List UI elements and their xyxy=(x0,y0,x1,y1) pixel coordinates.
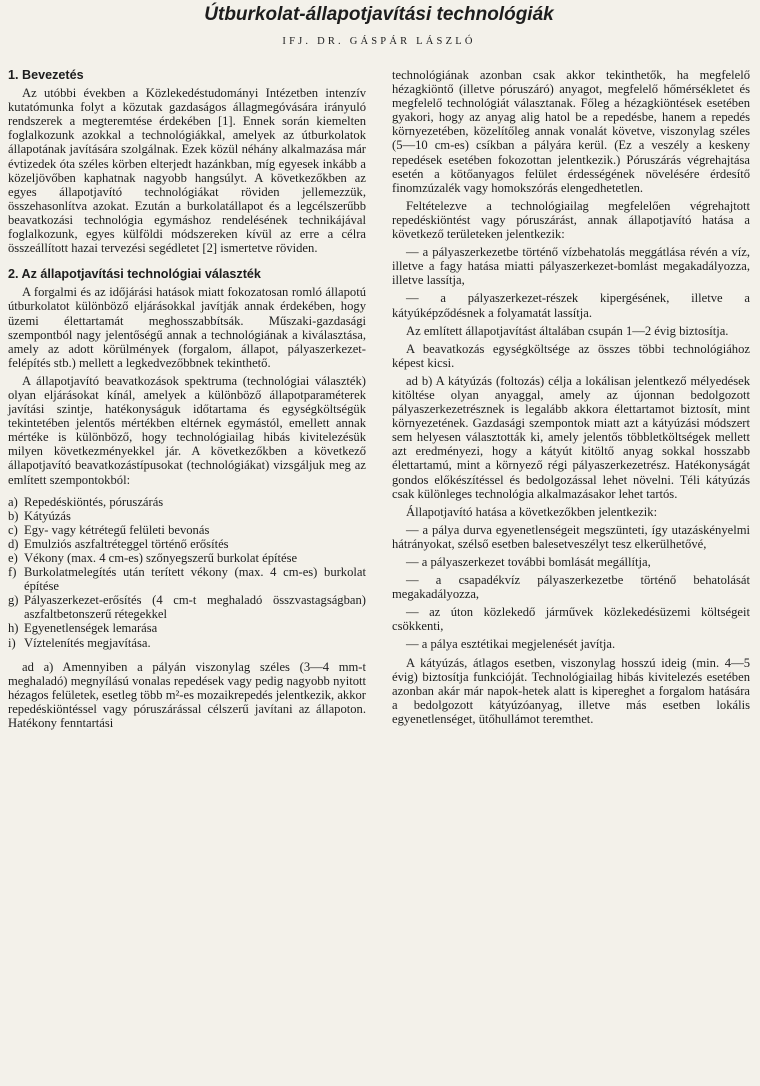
paragraph: A kátyúzás, átlagos esetben, viszonylag hosszú ideig (min. 4—5 évig) biztosítja funkcióját. Technológiailag hibás kivitelezés esetében azonban akár már napok-hetek alatt is kipereghet a forgalom hatására a bedolgozott kátyúzóanyag, illetve más esetben lokális egyenetlenséget, ütőhullámot teremthet. xyxy=(392,655,750,726)
section-heading-1: 1. Bevezetés xyxy=(8,68,84,82)
dash-item: — a pálya durva egyenetlenségeit megszünteti, így utazáskényelmi hátrányokat, szélső esetben balesetveszélyt tesz elkerülhetővé, xyxy=(392,522,750,551)
list-item xyxy=(8,636,366,650)
list-item xyxy=(8,621,366,635)
list-item xyxy=(8,537,366,551)
list-item-letter: c) xyxy=(8,522,18,537)
list-item xyxy=(8,509,366,523)
list-item-text: Vékony (max. 4 cm-es) szőnyegszerű burkolat építése xyxy=(24,551,298,565)
paragraph: A állapotjavító beavatkozások spektruma (technológiai választék) olyan eljárásokat kínál, amelyek a különböző állapotparaméterek javítási szintje, hatékonyságuk időtartama és egységköltségük tekintetében jelentős mértékben eltérnek egymástól, emellett annak mértéke is különböző, hogy technológiailag hibás kivitelezésük milyen következményekkel jár. A következőkben a következő állapotjavító beavatkozástípusokat (technológiákat) vizsgáljuk meg az említett szempontokból: xyxy=(8,373,366,487)
paragraph: ad a) Amennyiben a pályán viszonylag széles (3—4 mm-t meghaladó) megnyílású vonalas repedések vagy pedig nagyobb nyitott hézagos felületek, esetleg több m²-es mozaikrepedés jelentkezik, akkor repedéskiöntéssel vagy póruszárással célszerű javítani az állapoton. Hatékony fenntartási xyxy=(8,659,367,731)
paragraph: A forgalmi és az időjárási hatások miatt fokozatosan romló állapotú útburkolatot különböző eljárásokkal javítják annak érdekében, hogy üzemi élettartamát meghosszabbítsák. Műszaki-gazdasági szempontból nagy jelentőségű annak a technológiának a kiválasztása, amely az adott körülmények (forgalom, állapot, pályaszerkezet-felépítés stb.) mellett a legkedvezőbbnek tekinthető. xyxy=(8,285,366,370)
list-item xyxy=(8,565,366,593)
list-item xyxy=(8,551,366,565)
list-item xyxy=(8,523,366,537)
list-item-letter: h) xyxy=(8,621,19,636)
dash-item: — a pályaszerkezetbe történő vízbehatolás meggátlása révén a víz, illetve a fagy hatása miatti pályaszerkezet-bomlást megakadályozza, illetve lassítja, xyxy=(392,245,750,288)
list-item-text: Emulziós aszfaltréteggel történő erősítés xyxy=(24,536,229,551)
list-item-text: Egy- vagy kétrétegű felületi bevonás xyxy=(24,522,210,537)
section-heading-2: 2. Az állapotjavítási technológiai választék xyxy=(8,267,261,282)
paragraph: Az utóbbi években a Közlekedéstudományi Intézetben intenzív kutatómunka folyt a közutak gazdaságos állagmegóvására irányuló rendszerek a megteremtése érdekében [1]. Ennek során kiemelten foglalkozunk azokkal a technológiákkal, amelyek az útburkolatok állapotának javítására szolgálnak. Ezek közül néhány alkalmazása már évtizedek óta széles körben elterjedt hazánkban, míg egyesek inkább a közeljövőben kaphatnak nagyobb hangsúlyt. A következőkben az egyes állapotjavító technológiákat röviden jellemezzük, összehasonlítva azokat. Ezután a burkolatállapot és a legcélszerűbb beavatkozási technológia egymáshoz rendelésének technikájával foglalkozunk, egyes külföldi módszereken kívül az erre a célra összeállított hazai tervezési segédletet [2] ismertetve röviden. xyxy=(8,86,366,256)
list-item-letter: g) xyxy=(8,593,19,608)
list-item-text: Kátyúzás xyxy=(24,508,71,523)
technology-list xyxy=(8,495,366,650)
list-item xyxy=(8,593,366,621)
paragraph: technológiának azonban csak akkor tekinthetők, ha megfelelő hézagkiöntő (illetve póruszáró) anyagot, megfelelő hőmérsékletet és megfelelő technológiát választanak. Főleg a hézagkiöntések esetében gyakori, hogy az anyag alig hatol be a repedésbe, hanem a repedés környezetében, közelítőleg annak vonalát követve, viszonylag széles (5—10 cm-es) csíkban a pályára kerül. (Ez a veszély a keskeny repedések esetében fokozottan jelentkezik.) Póruszárás végrehajtása esetén a kötőanyagos felület érdességének növelésére érdesítő finomzúzalék vagy homokszórás elengedhetetlen. xyxy=(392,68,750,195)
list-item-letter: a) xyxy=(8,494,18,509)
dash-item: — a pályaszerkezet további bomlását megállítja, xyxy=(406,555,651,569)
paragraph: ad b) A kátyúzás (foltozás) célja a lokálisan jelentkező mélyedések kitöltése olyan anyaggal, amely az újonnan bedolgozott pályaszerkezetrésznek is legalább akkora élettartamot biztosít, mint környezetének. Gazdasági szempontok miatt azt a kátyúzási módszert sem helyesen választották ki, amely jelentős többletköltségek mellett azt eredményezi, hogy a kátyút kitöltő anyag sokkal hosszabb élettartamú, mint a környező régi pályaszerkezetrész. Hatékonyságát gondos előkészítéssel és bedolgozással lehet növelni. Téli kátyúzás csak különleges technológia alkalmazásakor lehet tartós. xyxy=(392,373,750,501)
article-title: Útburkolat-állapotjavítási technológiák xyxy=(204,4,554,25)
paragraph: Feltételezve a technológiailag megfelelően végrehajtott repedéskiöntést vagy póruszárást, annak állapotjavító hatása a következő területeken jelentkezik: xyxy=(392,198,750,242)
dash-item: — a pályaszerkezet-részek kipergésének, illetve a kátyúképződésnek a folyamatát lassítja. xyxy=(392,291,750,320)
dash-item: — a pálya esztétikai megjelenését javítja. xyxy=(406,637,616,652)
dash-item: — az úton közlekedő járművek közlekedésüzemi költségeit csökkenti, xyxy=(392,605,750,634)
list-item-text: Repedéskiöntés, póruszárás xyxy=(24,494,164,509)
list-item-text: Burkolatmelegítés után terített vékony (max. 4 cm-es) burkolat építése xyxy=(24,565,366,594)
list-item-text: Pályaszerkezet-erősítés (4 cm-t meghaladó összvastagságban) aszfaltbetonszerű rétegekkel xyxy=(24,593,366,622)
paragraph: Az említett állapotjavítást általában csupán 1—2 évig biztosítja. xyxy=(406,323,729,338)
list-item-text: Egyenetlenségek lemarása xyxy=(24,621,158,636)
left-column xyxy=(8,68,366,730)
list-item-letter: i) xyxy=(8,635,16,650)
body-columns xyxy=(8,68,750,730)
paragraph: Állapotjavító hatása a következőkben jelentkezik: xyxy=(406,504,658,519)
list-item-text: Víztelenítés megjavítása. xyxy=(24,635,151,650)
list-item-letter: f) xyxy=(8,565,17,580)
list-item xyxy=(8,495,366,509)
list-item-letter: e) xyxy=(8,551,18,565)
paragraph: A beavatkozás egységköltsége az összes többi technológiához képest kicsi. xyxy=(392,341,750,370)
right-column xyxy=(392,68,750,730)
list-item-letter: b) xyxy=(8,508,19,523)
list-item-letter: d) xyxy=(8,536,19,551)
article-author: IFJ. DR. GÁSPÁR LÁSZLÓ xyxy=(282,36,476,47)
dash-item: — a csapadékvíz pályaszerkezetbe történő behatolását megakadályozza, xyxy=(392,573,750,602)
